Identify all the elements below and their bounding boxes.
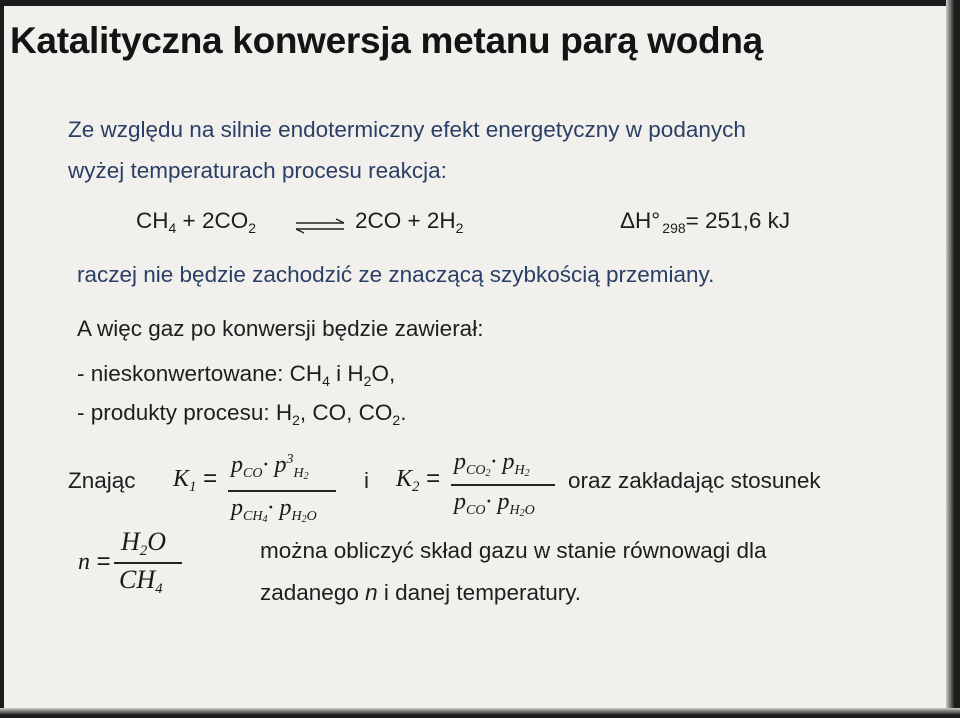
conjunction-i: i [364,468,369,493]
process-products: - produkty procesu: $H_2$, CO, $CO_2$. [77,400,407,428]
k1-numerator: $p_{CO}\cdot p^3_{H2}$ [231,452,309,482]
paper-edge-right [946,0,960,718]
reaction-reactants: $CH_4 + 2CO_2$ [136,208,256,236]
slide-title: Katalityczna konwersja metanu parą wodną [10,20,763,61]
intro-line-2: wyżej temperaturach procesu reakcja: [68,158,447,183]
conclusion-text: raczej nie będzie zachodzić ze znaczącą szybkością przemiany. [77,262,715,287]
final-line-1: można obliczyć skład gazu w stanie równowagi dla [260,538,767,563]
paper-edge-bottom [0,708,960,718]
k2-denominator: $p_{CO}\cdot p_{H2O}$ [454,489,535,519]
k1-label: $K_1$ = [173,465,218,495]
paper-edge-top [0,0,960,6]
n-label: n = [78,548,111,575]
n-fraction-bar [114,562,182,564]
final-line-2: zadanego n i danej temperatury. [260,580,582,605]
equilibrium-arrows-icon [294,218,346,234]
assuming-ratio-text: oraz zakładając stosunek [568,468,821,493]
reaction-enthalpy: ΔH° $_{298}$= 251,6 kJ [620,208,791,236]
k1-denominator: $p_{CH4}\cdot p_{H2O}$ [231,495,317,525]
reaction-products: $2CO + 2H_2$ [355,208,464,236]
k2-fraction-bar [451,484,555,486]
k1-fraction-bar [228,490,336,492]
n-numerator: $H_2O$ [121,527,167,559]
k2-numerator: $p_{CO2}\cdot p_{H2}$ [454,449,530,479]
k2-label: $K_2$ = [396,465,441,495]
intro-line-1: Ze względu na silnie endotermiczny efekt energetyczny w podanych [68,117,746,142]
paper-edge-left [0,0,4,718]
n-denominator: $CH_4$ [119,565,163,597]
gas-intro: A więc gaz po konwersji będzie zawierał: [77,316,484,341]
knowing-label: Znając [68,468,136,493]
unconverted-components: - nieskonwertowane: $CH_4$ i $H_2O$, [77,361,396,389]
